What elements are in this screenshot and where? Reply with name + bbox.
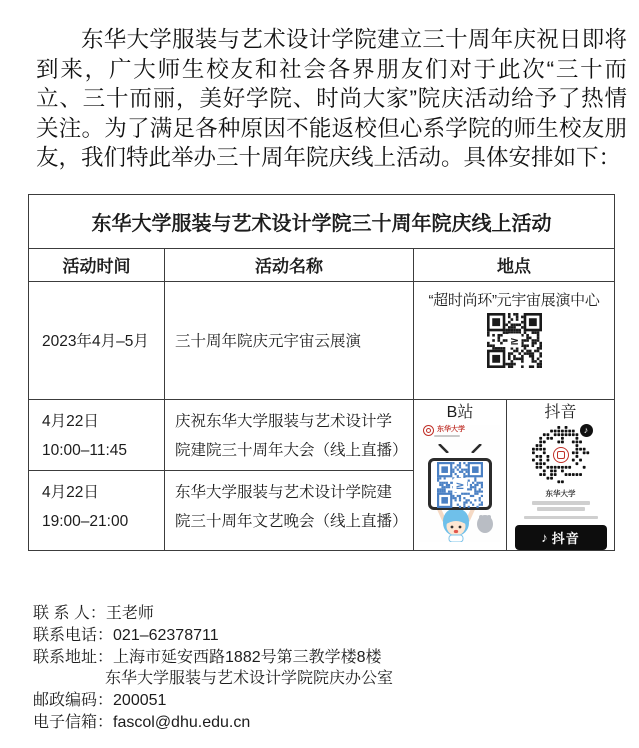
event-name: 东华大学服装与艺术设计学院建院三十周年文艺晚会（线上直播） — [165, 470, 414, 550]
table-row — [29, 399, 615, 470]
contact-label: 邮政编码： — [33, 692, 114, 710]
svg-text:≥: ≥ — [455, 479, 465, 492]
header-location: 地点 — [414, 248, 615, 281]
douyin-qr-card — [511, 426, 611, 551]
event-date: 4月22日 — [42, 483, 99, 501]
event-location-cell — [414, 281, 615, 399]
contact-value-line2: 东华大学服装与艺术设计学院院庆办公室 — [105, 670, 394, 688]
postal-code-row — [33, 690, 639, 712]
event-time: 2023年4月–5月 — [29, 281, 165, 399]
bilibili-qr-code — [437, 462, 483, 508]
fine-print-line — [532, 501, 590, 505]
contact-label: 联系地址： — [33, 648, 114, 666]
header-activity-name: 活动名称 — [165, 248, 414, 281]
metaverse-center-label: “超时尚环”元宇宙展演中心 — [428, 291, 600, 309]
table-title: 东华大学服装与艺术设计学院三十周年院庆线上活动 — [29, 194, 615, 248]
contact-value: 上海市延安西路1882号第三教学楼8楼 — [113, 648, 382, 666]
table-header-row — [29, 248, 615, 281]
intro-paragraph: 东华大学服装与艺术设计学院建立三十周年庆祝日即将到来，广大师生校友和社会各界朋友们对于此次“三十而立、三十而丽，美好学院、时尚大家”院庆活动给予了热情关注。为了满足各种原因不能返校但心系学院的师生校友朋友，我们特此举办三十周年院庆线上活动。具体安排如下： — [36, 27, 627, 170]
event-hours: 19:00–21:00 — [42, 512, 129, 530]
anime-girl-illustration — [419, 508, 501, 542]
bilibili-qr-card — [419, 425, 501, 542]
header-activity-time: 活动时间 — [29, 248, 165, 281]
douyin-label: 抖音 — [544, 403, 577, 421]
contact-label: 电子信箱： — [33, 713, 114, 731]
douyin-button-label: 抖音 — [551, 531, 580, 546]
tv-frame — [428, 440, 492, 510]
email-row — [33, 712, 639, 734]
event-name: 庆祝东华大学服装与艺术设计学院建院三十周年大会（线上直播） — [165, 399, 414, 470]
contact-person-row — [33, 603, 639, 625]
event-date: 4月22日 — [42, 412, 99, 430]
douyin-button — [515, 525, 607, 550]
douyin-qr-code — [532, 426, 590, 484]
tiktok-note-icon: ♪ — [580, 424, 593, 437]
fine-print-line — [537, 507, 585, 511]
contact-label: 联 系 人： — [33, 605, 106, 622]
contact-value: 021–62378711 — [113, 626, 219, 644]
contact-label: 联系电话： — [33, 626, 114, 644]
event-name: 三十周年院庆元宇宙云展演 — [165, 281, 414, 399]
svg-text:≥: ≥ — [509, 334, 519, 347]
tiktok-note-icon: ♪ — [541, 530, 548, 545]
event-time — [29, 399, 165, 470]
douyin-cell — [507, 399, 615, 551]
contact-value: fascol@dhu.edu.cn — [113, 713, 251, 731]
schedule-table — [28, 194, 615, 552]
fine-print-line — [434, 435, 460, 438]
contact-phone-row — [33, 625, 639, 647]
university-seal-icon — [423, 425, 434, 436]
university-name: 东华大学 — [437, 425, 465, 433]
fine-print-line — [524, 516, 598, 520]
event-time — [29, 470, 165, 550]
bilibili-cell — [414, 399, 507, 551]
bilibili-qr-frame — [428, 458, 492, 510]
event-hours: 10:00–11:45 — [42, 441, 128, 459]
table-row — [29, 281, 615, 399]
tv-antenna-icon — [428, 444, 492, 453]
table-title-row — [29, 194, 615, 248]
contact-value: 200051 — [113, 692, 167, 710]
contact-value: 王老师 — [105, 605, 154, 622]
metaverse-qr-code — [487, 313, 542, 368]
contact-block — [33, 603, 639, 734]
contact-address-row — [33, 647, 639, 691]
university-seal-icon — [550, 444, 572, 466]
bilibili-label: B站 — [446, 403, 474, 421]
university-seal-logo — [419, 425, 501, 439]
university-name: 东华大学 — [545, 488, 576, 498]
